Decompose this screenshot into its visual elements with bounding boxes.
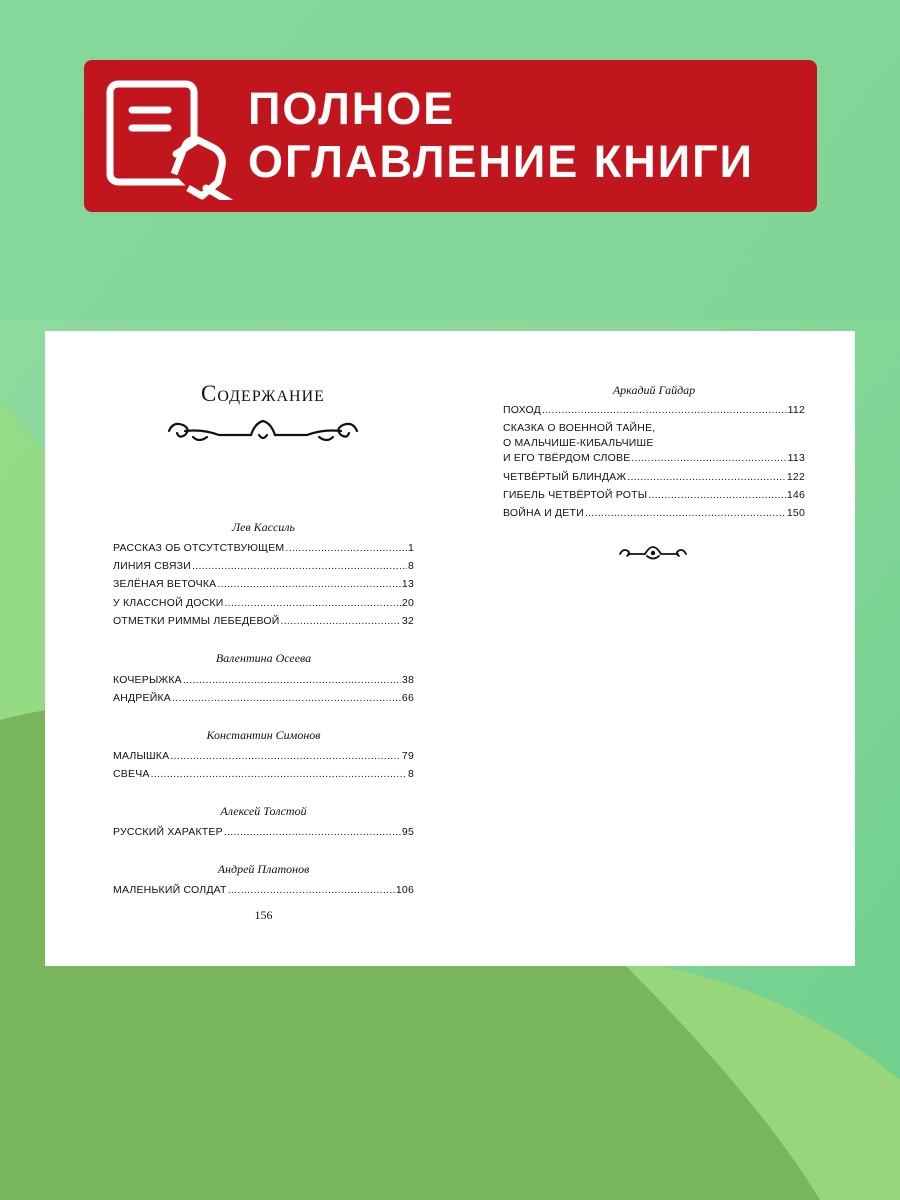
toc-entry[interactable]: АНДРЕЙКА . . . 66 xyxy=(113,692,414,704)
toc-entry[interactable]: ГИБЕЛЬ ЧЕТВЁРТОЙ РОТЫ . . . 146 xyxy=(503,489,805,501)
toc-entry[interactable]: ВОЙНА И ДЕТИ . . . 150 xyxy=(503,507,805,519)
toc-entry[interactable]: ОТМЕТКИ РИММЫ ЛЕБЕДЕВОЙ . . . 32 xyxy=(113,615,414,627)
banner-line-1: ПОЛНОЕ xyxy=(248,83,456,134)
toc-entry[interactable]: МАЛЕНЬКИЙ СОЛДАТ . . . 106 xyxy=(113,884,414,896)
toc-entry[interactable]: РАССКАЗ ОБ ОТСУТСТВУЮЩЕМ . . . 1 xyxy=(113,542,414,554)
header-banner xyxy=(84,60,817,212)
banner-line-2: ОГЛАВЛЕНИЕ КНИГИ xyxy=(248,136,754,187)
ornament-end-icon xyxy=(617,545,689,561)
banner-title xyxy=(248,82,754,188)
page-number: 156 xyxy=(254,908,273,922)
toc-entry[interactable]: У КЛАССНОЙ ДОСКИ . . . 20 xyxy=(113,597,414,609)
author-heading: Аркадий Гайдар xyxy=(612,383,696,397)
document-hand-icon xyxy=(106,78,238,200)
toc-entry[interactable]: ПОХОД . . . 112 xyxy=(503,404,805,416)
author-heading: Валентина Осеева xyxy=(215,651,312,665)
contents-page xyxy=(45,331,855,966)
toc-entry[interactable]: РУССКИЙ ХАРАКТЕР . . . 95 xyxy=(113,826,414,838)
contents-right-column xyxy=(503,331,805,531)
toc-entry[interactable]: ЧЕТВЁРТЫЙ БЛИНДАЖ . . . 122 xyxy=(503,471,805,483)
author-heading: Андрей Платонов xyxy=(217,862,310,876)
author-heading: Константин Симонов xyxy=(206,728,321,742)
toc-entry-multiline[interactable]: СКАЗКА О ВОЕННОЙ ТАЙНЕ, О МАЛЬЧИШЕ-КИБАЛЬЧИШЕ xyxy=(503,422,656,449)
author-heading: Алексей Толстой xyxy=(220,804,307,818)
toc-entry[interactable]: МАЛЫШКА . . . 79 xyxy=(113,750,414,762)
page-title: Содержание xyxy=(201,381,325,406)
toc-entry[interactable]: КОЧЕРЫЖКА . . . 38 xyxy=(113,674,414,686)
toc-entry[interactable]: СВЕЧА . . . 8 xyxy=(113,768,414,780)
author-heading: Лев Кассиль xyxy=(232,520,295,534)
toc-entry[interactable]: И ЕГО ТВЁРДОМ СЛОВЕ . . . 113 xyxy=(503,452,805,464)
contents-left-column xyxy=(113,331,414,911)
toc-entry[interactable]: ЗЕЛЁНАЯ ВЕТОЧКА . . . 13 xyxy=(113,578,414,590)
toc-entry[interactable]: ЛИНИЯ СВЯЗИ . . . 8 xyxy=(113,560,414,572)
